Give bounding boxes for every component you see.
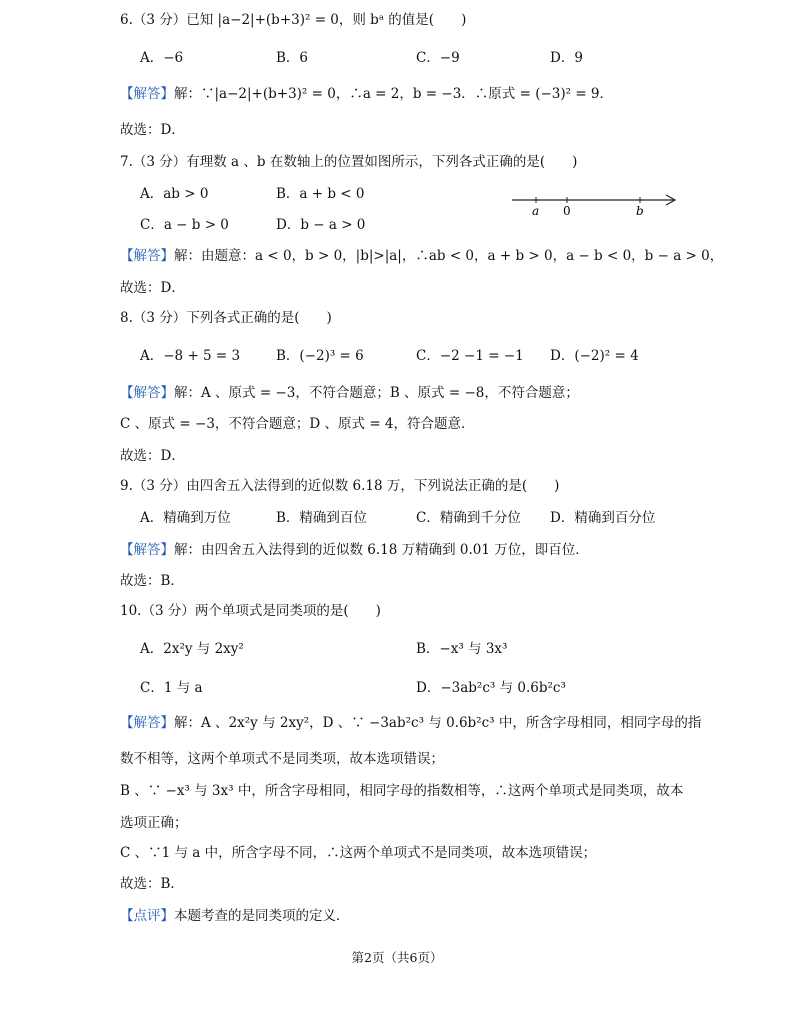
q10-option-a: A．2x²y 与 2xy² xyxy=(140,641,244,657)
q7-option-b: B．a + b < 0 xyxy=(276,186,365,202)
q10-stem: 10.（3 分）两个单项式是同类项的是( ) xyxy=(120,603,381,619)
q8-option-b: B．(−2)³ = 6 xyxy=(276,348,364,364)
q10-option-b: B．−x³ 与 3x³ xyxy=(416,641,508,657)
q10-solution-text: 解：A 、2x²y 与 2xy²，D 、∵ −3ab²c³ 与 0.6b²c³ 中，所含字母相同，相同字母的指 xyxy=(174,715,702,731)
q9-solution-text: 解：由四舍五入法得到的近似数 6.18 万精确到 0.01 万位，即百位． xyxy=(174,542,589,558)
solution-tag: 【解答】 xyxy=(120,248,174,264)
q10-solution-1 xyxy=(120,711,701,731)
q8-stem: 8.（3 分）下列各式正确的是( ) xyxy=(120,310,332,326)
solution-tag: 【解答】 xyxy=(120,385,174,401)
solution-tag: 【解答】 xyxy=(120,542,174,558)
q7-stem: 7.（3 分）有理数 a 、b 在数轴上的位置如图所示，下列各式正确的是( ) xyxy=(120,154,578,170)
q9-solution xyxy=(120,538,589,558)
q9-option-b: B．精确到百位 xyxy=(276,510,367,526)
q6-option-c: C．−9 xyxy=(416,50,460,66)
q8-option-d: D．(−2)² = 4 xyxy=(550,348,639,364)
q7-solution-text: 解：由题意：a < 0，b > 0，|b|>|a|，∴ab < 0，a + b > 0，a − b < 0，b − a > 0， xyxy=(174,248,724,264)
q10-solution-2: 数不相等，这两个单项式不是同类项，故本选项错误； xyxy=(120,751,444,767)
q8-option-a: A．−8 + 5 = 3 xyxy=(140,348,241,364)
q9-stem: 9.（3 分）由四舍五入法得到的近似数 6.18 万，下列说法正确的是( ) xyxy=(120,478,560,494)
q8-solution-1 xyxy=(120,381,579,401)
q10-option-d: D．−3ab²c³ 与 0.6b²c³ xyxy=(416,680,566,696)
q10-comment xyxy=(120,904,350,924)
q7-answer: 故选：D． xyxy=(120,280,185,296)
q9-option-c: C．精确到千分位 xyxy=(416,510,521,526)
q10-solution-4: 选项正确； xyxy=(120,815,188,831)
q9-option-d: D．精确到百分位 xyxy=(550,510,656,526)
q8-solution-2: C 、原式 = −3，不符合题意；D 、原式 = 4，符合题意． xyxy=(120,416,475,432)
q10-comment-text: 本题考查的是同类项的定义． xyxy=(174,908,350,924)
q9-answer: 故选：B． xyxy=(120,573,184,589)
label-b: b xyxy=(636,204,644,218)
number-line xyxy=(508,188,682,220)
solution-tag: 【解答】 xyxy=(120,86,174,102)
q7-option-c: C．a − b > 0 xyxy=(140,217,229,233)
q7-solution xyxy=(120,244,723,264)
q8-solution-text: 解：A 、原式 = −3，不符合题意；B 、原式 = −8，不符合题意； xyxy=(174,385,579,401)
q6-stem: 6.（3 分）已知 |a−2|+(b+3)² = 0，则 bᵃ 的值是( ) xyxy=(120,12,467,28)
q6-solution-text: 解：∵|a−2|+(b+3)² = 0，∴a = 2，b = −3．∴原式 = (−3)² = 9． xyxy=(174,86,614,102)
label-0: 0 xyxy=(563,204,571,218)
q8-option-c: C．−2 −1 = −1 xyxy=(416,348,524,364)
q9-option-a: A．精确到万位 xyxy=(140,510,231,526)
label-a: a xyxy=(532,204,540,218)
comment-tag: 【点评】 xyxy=(120,908,174,924)
q6-answer: 故选：D． xyxy=(120,122,185,138)
q6-solution xyxy=(120,82,613,102)
q10-solution-5: C 、∵1 与 a 中，所含字母不同，∴这两个单项式不是同类项，故本选项错误； xyxy=(120,845,597,861)
q6-option-b: B．6 xyxy=(276,50,309,66)
q10-answer: 故选：B． xyxy=(120,876,184,892)
page-footer: 第2页（共6页） xyxy=(351,950,443,965)
q10-option-c: C．1 与 a xyxy=(140,680,203,696)
q6-option-a: A．−6 xyxy=(140,50,184,66)
q6-option-d: D．9 xyxy=(550,50,583,66)
q7-option-d: D．b − a > 0 xyxy=(276,217,366,233)
q8-answer: 故选：D． xyxy=(120,448,185,464)
q7-option-a: A．ab > 0 xyxy=(140,186,209,202)
solution-tag: 【解答】 xyxy=(120,715,174,731)
q10-solution-3: B 、∵ −x³ 与 3x³ 中，所含字母相同，相同字母的指数相等，∴这两个单项式是同类项，故本 xyxy=(120,783,684,799)
